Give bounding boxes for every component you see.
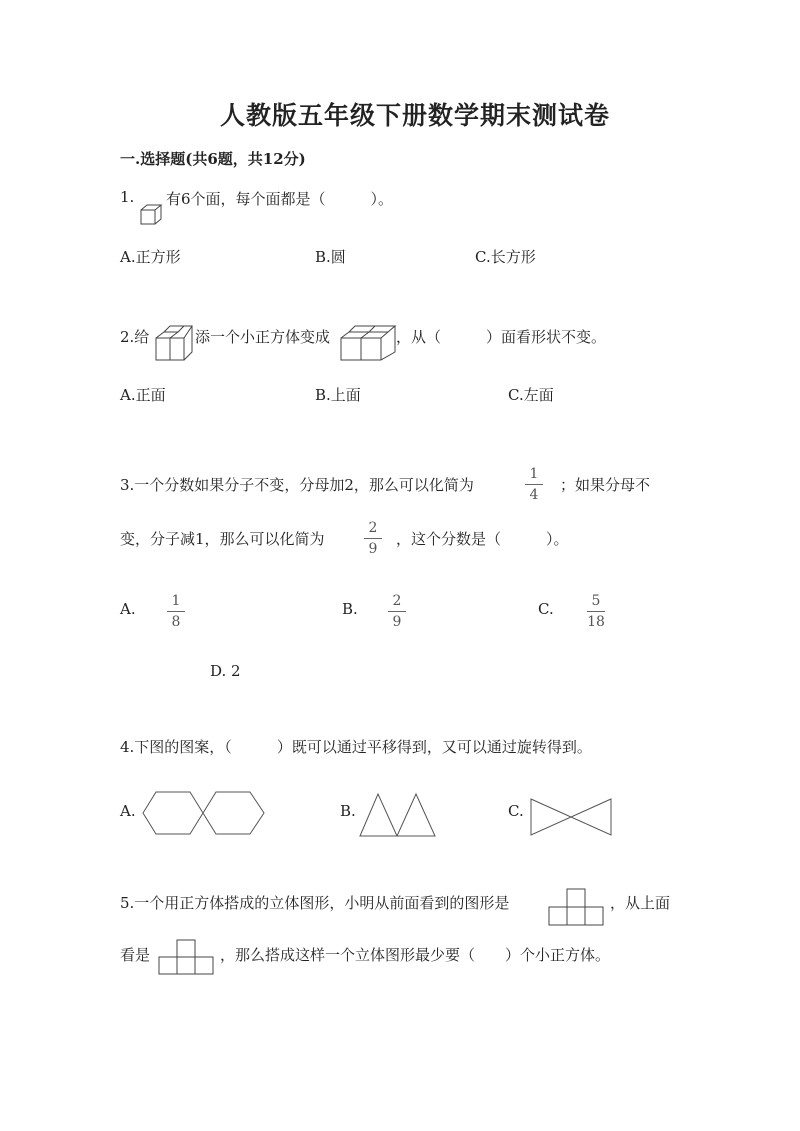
two-triangles-figure bbox=[359, 793, 437, 837]
q3-option-b-label: B. bbox=[342, 600, 358, 618]
q5-line1-text: 5.一个用正方体搭成的立体图形，小明从前面看到的图形是 bbox=[120, 894, 510, 912]
q2-option-c: C.左面 bbox=[508, 386, 554, 404]
q5-line1-end: ，从上面 bbox=[610, 894, 671, 912]
q2-option-b: B.上面 bbox=[315, 386, 361, 404]
three-cube-figure bbox=[340, 322, 396, 364]
q2-option-a: A.正面 bbox=[120, 386, 166, 404]
fraction-denominator: 18 bbox=[587, 614, 605, 630]
fraction-bar bbox=[167, 611, 185, 612]
fraction-numerator: 1 bbox=[529, 466, 539, 482]
fraction-numerator: 2 bbox=[368, 520, 378, 536]
fraction-denominator: 8 bbox=[171, 614, 181, 630]
q3-line1-text: 3.一个分数如果分子不变，分母加2，那么可以化简为 bbox=[120, 476, 474, 494]
q4-option-a-label: A. bbox=[120, 802, 136, 820]
fraction-bar bbox=[364, 538, 382, 539]
two-cube-figure bbox=[155, 322, 195, 364]
q3-option-a-fraction bbox=[164, 593, 188, 630]
fraction-denominator: 4 bbox=[529, 487, 539, 503]
bowtie-figure bbox=[530, 798, 612, 838]
q1-option-a: A.正方形 bbox=[120, 248, 181, 266]
q4-text: 4.下图的图案，（ ）既可以通过平移得到，又可以通过旋转得到。 bbox=[120, 738, 592, 756]
q1-option-b: B.圆 bbox=[315, 248, 346, 266]
q3-option-d: D. 2 bbox=[210, 662, 241, 680]
q3-line2-text: 变，分子减1，那么可以化简为 bbox=[120, 530, 325, 548]
q2-text-middle: 添一个小正方体变成 bbox=[195, 328, 331, 346]
fraction-bar bbox=[525, 484, 543, 485]
fraction-numerator: 5 bbox=[591, 593, 601, 609]
q3-option-c-label: C. bbox=[538, 600, 554, 618]
q3-option-c-fraction bbox=[584, 593, 608, 630]
fraction-numerator: 1 bbox=[171, 593, 181, 609]
fraction-denominator: 9 bbox=[368, 541, 378, 557]
fraction-bar bbox=[388, 611, 406, 612]
cube-icon bbox=[140, 204, 164, 226]
q1-text: 有6个面，每个面都是（ ）。 bbox=[166, 190, 394, 208]
page-title: 人教版五年级下册数学期末测试卷 bbox=[220, 101, 611, 130]
q1-option-c: C.长方形 bbox=[475, 248, 536, 266]
top-view-figure bbox=[158, 939, 216, 975]
q3-option-b-fraction bbox=[385, 593, 409, 630]
q3-fraction-two-ninths bbox=[361, 520, 385, 557]
q3-line1-end: ；如果分母不 bbox=[560, 476, 651, 494]
q4-option-c-label: C. bbox=[508, 802, 524, 820]
fraction-denominator: 9 bbox=[392, 614, 402, 630]
fraction-bar bbox=[587, 611, 605, 612]
q4-option-b-label: B. bbox=[340, 802, 356, 820]
section-heading: 一.选择题(共6题，共12分) bbox=[120, 150, 306, 168]
q2-text-end: ，从（ ）面看形状不变。 bbox=[396, 328, 607, 346]
q5-line2-text: ，那么搭成这样一个立体图形最少要（ ）个小正方体。 bbox=[220, 946, 611, 964]
front-view-figure bbox=[548, 888, 606, 926]
q2-text-start: 2.给 bbox=[120, 328, 150, 346]
q3-fraction-one-quarter bbox=[522, 466, 546, 503]
q3-line2-end: ，这个分数是（ ）。 bbox=[396, 530, 569, 548]
fraction-numerator: 2 bbox=[392, 593, 402, 609]
q5-line2-start: 看是 bbox=[120, 946, 151, 964]
q1-number: 1. bbox=[120, 188, 135, 206]
q3-option-a-label: A. bbox=[120, 600, 136, 618]
two-hexagons-figure bbox=[142, 791, 266, 837]
